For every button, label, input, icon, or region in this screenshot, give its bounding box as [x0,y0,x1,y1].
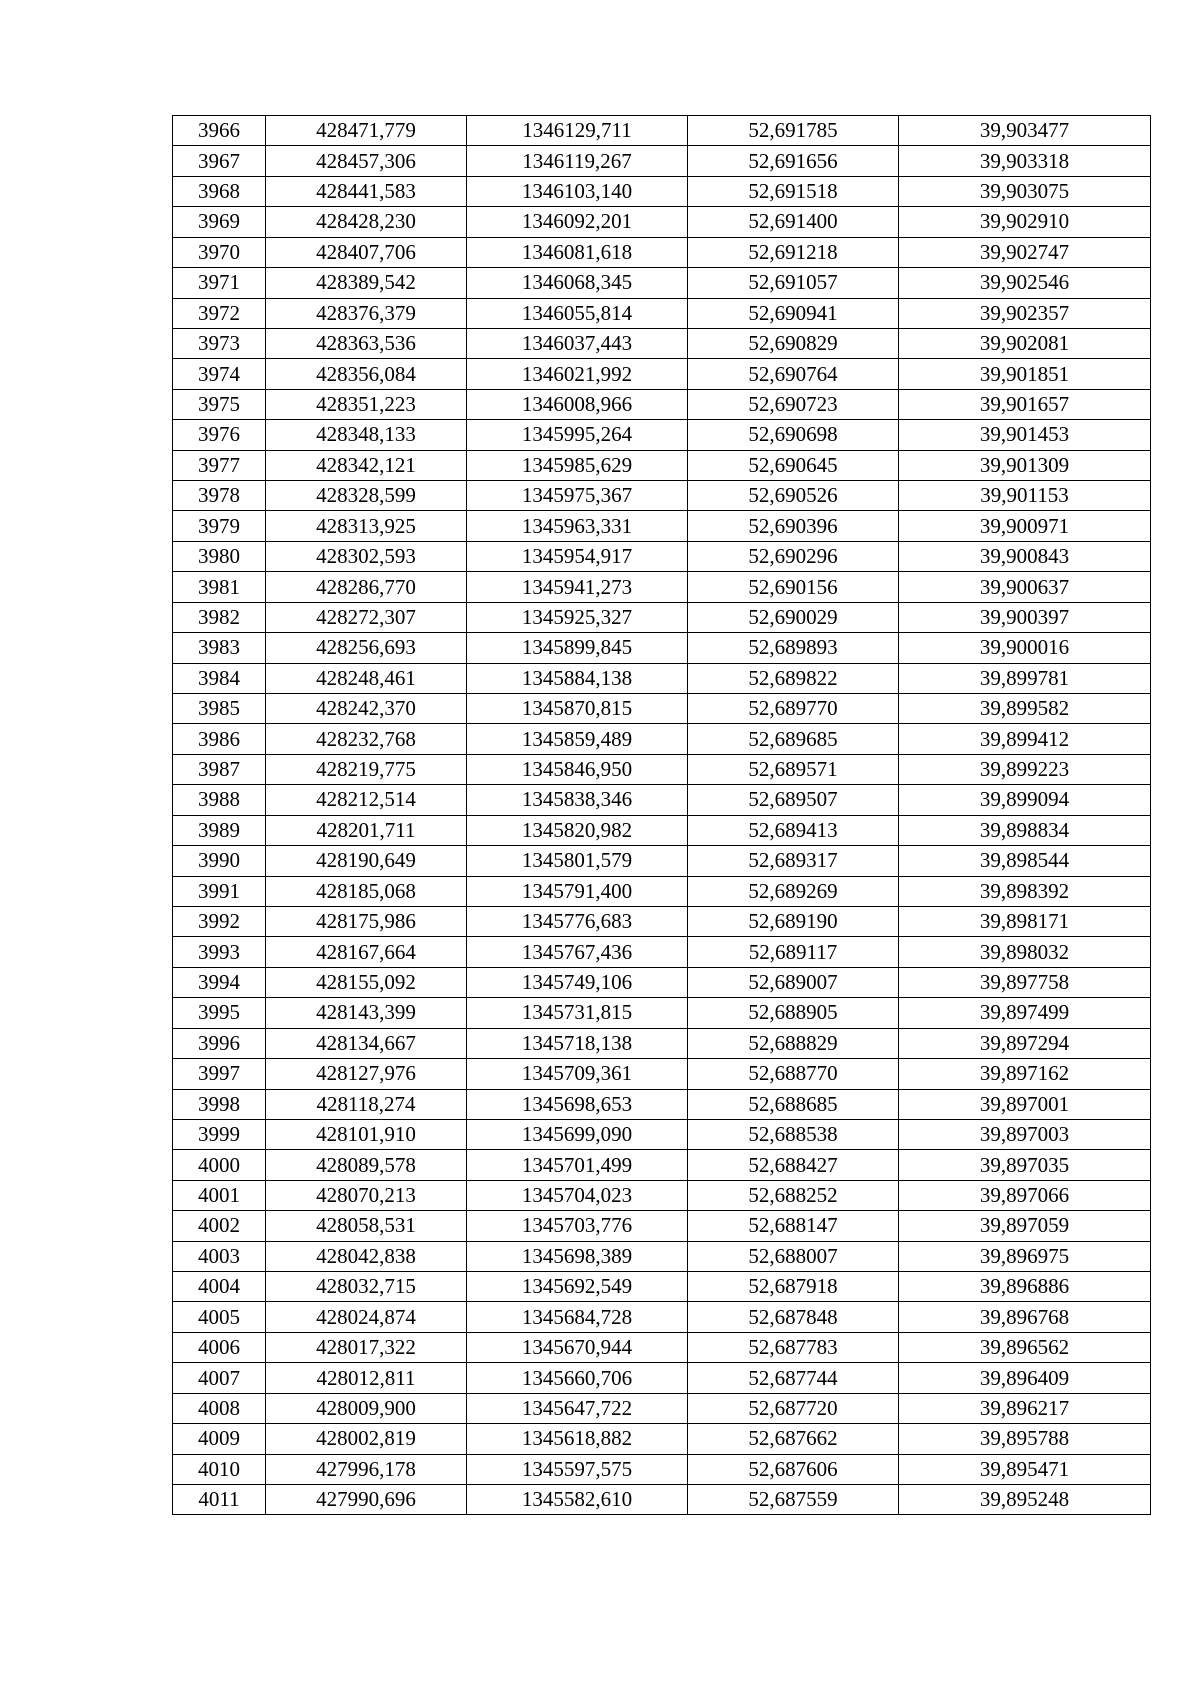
longitude-cell: 39,897758 [899,967,1151,997]
latitude-cell: 52,690029 [688,602,899,632]
latitude-cell: 52,688770 [688,1059,899,1089]
latitude-cell: 52,688147 [688,1211,899,1241]
x-coordinate-cell: 428313,925 [266,511,467,541]
point-number-cell: 3968 [173,176,266,206]
longitude-cell: 39,899781 [899,663,1151,693]
longitude-cell: 39,899223 [899,754,1151,784]
table-row [173,237,1151,267]
latitude-cell: 52,690156 [688,572,899,602]
latitude-cell: 52,689685 [688,724,899,754]
latitude-cell: 52,689190 [688,906,899,936]
table-row [173,1302,1151,1332]
point-number-cell: 3976 [173,420,266,450]
y-coordinate-cell: 1346119,267 [467,146,688,176]
longitude-cell: 39,902747 [899,237,1151,267]
latitude-cell: 52,689770 [688,694,899,724]
longitude-cell: 39,900016 [899,633,1151,663]
point-number-cell: 3982 [173,602,266,632]
table-row [173,328,1151,358]
longitude-cell: 39,895248 [899,1484,1151,1514]
point-number-cell: 3989 [173,815,266,845]
table-row [173,876,1151,906]
x-coordinate-cell: 428143,399 [266,998,467,1028]
longitude-cell: 39,902081 [899,328,1151,358]
y-coordinate-cell: 1345941,273 [467,572,688,602]
longitude-cell: 39,902546 [899,268,1151,298]
table-row [173,176,1151,206]
table-row [173,1393,1151,1423]
x-coordinate-cell: 428471,779 [266,116,467,146]
x-coordinate-cell: 428342,121 [266,450,467,480]
y-coordinate-cell: 1345703,776 [467,1211,688,1241]
longitude-cell: 39,897003 [899,1119,1151,1149]
point-number-cell: 3977 [173,450,266,480]
y-coordinate-cell: 1345767,436 [467,937,688,967]
latitude-cell: 52,690526 [688,481,899,511]
longitude-cell: 39,895471 [899,1454,1151,1484]
point-number-cell: 3975 [173,389,266,419]
x-coordinate-cell: 427990,696 [266,1484,467,1514]
latitude-cell: 52,691057 [688,268,899,298]
y-coordinate-cell: 1345582,610 [467,1484,688,1514]
point-number-cell: 4002 [173,1211,266,1241]
y-coordinate-cell: 1346008,966 [467,389,688,419]
point-number-cell: 4004 [173,1272,266,1302]
y-coordinate-cell: 1346081,618 [467,237,688,267]
latitude-cell: 52,687559 [688,1484,899,1514]
table-row [173,389,1151,419]
point-number-cell: 3966 [173,116,266,146]
y-coordinate-cell: 1345801,579 [467,846,688,876]
longitude-cell: 39,896886 [899,1272,1151,1302]
table-row [173,1484,1151,1514]
x-coordinate-cell: 428070,213 [266,1180,467,1210]
table-row [173,572,1151,602]
point-number-cell: 4011 [173,1484,266,1514]
longitude-cell: 39,896217 [899,1393,1151,1423]
point-number-cell: 3999 [173,1119,266,1149]
x-coordinate-cell: 428356,084 [266,359,467,389]
point-number-cell: 3979 [173,511,266,541]
x-coordinate-cell: 428363,536 [266,328,467,358]
y-coordinate-cell: 1345776,683 [467,906,688,936]
y-coordinate-cell: 1345846,950 [467,754,688,784]
latitude-cell: 52,688427 [688,1150,899,1180]
latitude-cell: 52,690645 [688,450,899,480]
y-coordinate-cell: 1345954,917 [467,541,688,571]
y-coordinate-cell: 1345838,346 [467,785,688,815]
point-number-cell: 3980 [173,541,266,571]
point-number-cell: 3995 [173,998,266,1028]
table-row [173,906,1151,936]
longitude-cell: 39,899412 [899,724,1151,754]
x-coordinate-cell: 428428,230 [266,207,467,237]
table-row [173,1424,1151,1454]
latitude-cell: 52,689117 [688,937,899,967]
y-coordinate-cell: 1345701,499 [467,1150,688,1180]
longitude-cell: 39,898032 [899,937,1151,967]
latitude-cell: 52,690723 [688,389,899,419]
latitude-cell: 52,691518 [688,176,899,206]
point-number-cell: 4005 [173,1302,266,1332]
y-coordinate-cell: 1345647,722 [467,1393,688,1423]
latitude-cell: 52,689317 [688,846,899,876]
y-coordinate-cell: 1345670,944 [467,1332,688,1362]
longitude-cell: 39,901657 [899,389,1151,419]
y-coordinate-cell: 1345749,106 [467,967,688,997]
table-row [173,694,1151,724]
longitude-cell: 39,897294 [899,1028,1151,1058]
table-row [173,1211,1151,1241]
longitude-cell: 39,897162 [899,1059,1151,1089]
table-row [173,815,1151,845]
latitude-cell: 52,689507 [688,785,899,815]
table-row [173,116,1151,146]
latitude-cell: 52,689822 [688,663,899,693]
latitude-cell: 52,688538 [688,1119,899,1149]
point-number-cell: 3981 [173,572,266,602]
longitude-cell: 39,898834 [899,815,1151,845]
y-coordinate-cell: 1345692,549 [467,1272,688,1302]
x-coordinate-cell: 428328,599 [266,481,467,511]
table-row [173,511,1151,541]
x-coordinate-cell: 428389,542 [266,268,467,298]
y-coordinate-cell: 1345709,361 [467,1059,688,1089]
latitude-cell: 52,688252 [688,1180,899,1210]
longitude-cell: 39,896768 [899,1302,1151,1332]
table-row [173,846,1151,876]
table-row [173,1180,1151,1210]
longitude-cell: 39,903075 [899,176,1151,206]
y-coordinate-cell: 1345618,882 [467,1424,688,1454]
table-row [173,602,1151,632]
point-number-cell: 3984 [173,663,266,693]
table-row [173,937,1151,967]
x-coordinate-cell: 428407,706 [266,237,467,267]
latitude-cell: 52,690764 [688,359,899,389]
latitude-cell: 52,690698 [688,420,899,450]
x-coordinate-cell: 428232,768 [266,724,467,754]
point-number-cell: 3973 [173,328,266,358]
table-row [173,1119,1151,1149]
x-coordinate-cell: 428242,370 [266,694,467,724]
x-coordinate-cell: 428286,770 [266,572,467,602]
x-coordinate-cell: 428118,274 [266,1089,467,1119]
latitude-cell: 52,689007 [688,967,899,997]
x-coordinate-cell: 428351,223 [266,389,467,419]
x-coordinate-cell: 428012,811 [266,1363,467,1393]
point-number-cell: 3967 [173,146,266,176]
longitude-cell: 39,897001 [899,1089,1151,1119]
y-coordinate-cell: 1345698,653 [467,1089,688,1119]
longitude-cell: 39,903318 [899,146,1151,176]
point-number-cell: 3992 [173,906,266,936]
latitude-cell: 52,688905 [688,998,899,1028]
point-number-cell: 4010 [173,1454,266,1484]
latitude-cell: 52,687606 [688,1454,899,1484]
point-number-cell: 3990 [173,846,266,876]
x-coordinate-cell: 428302,593 [266,541,467,571]
x-coordinate-cell: 428127,976 [266,1059,467,1089]
y-coordinate-cell: 1345899,845 [467,633,688,663]
table-row [173,1363,1151,1393]
table-row [173,633,1151,663]
longitude-cell: 39,899582 [899,694,1151,724]
latitude-cell: 52,688685 [688,1089,899,1119]
table-row [173,541,1151,571]
latitude-cell: 52,687720 [688,1393,899,1423]
x-coordinate-cell: 428024,874 [266,1302,467,1332]
latitude-cell: 52,690941 [688,298,899,328]
x-coordinate-cell: 428058,531 [266,1211,467,1241]
longitude-cell: 39,902357 [899,298,1151,328]
x-coordinate-cell: 428017,322 [266,1332,467,1362]
x-coordinate-cell: 428272,307 [266,602,467,632]
x-coordinate-cell: 427996,178 [266,1454,467,1484]
latitude-cell: 52,691656 [688,146,899,176]
latitude-cell: 52,689413 [688,815,899,845]
x-coordinate-cell: 428134,667 [266,1028,467,1058]
y-coordinate-cell: 1346055,814 [467,298,688,328]
y-coordinate-cell: 1345995,264 [467,420,688,450]
y-coordinate-cell: 1345870,815 [467,694,688,724]
point-number-cell: 3988 [173,785,266,815]
point-number-cell: 3972 [173,298,266,328]
longitude-cell: 39,901153 [899,481,1151,511]
x-coordinate-cell: 428089,578 [266,1150,467,1180]
point-number-cell: 4009 [173,1424,266,1454]
latitude-cell: 52,689571 [688,754,899,784]
point-number-cell: 4000 [173,1150,266,1180]
x-coordinate-cell: 428201,711 [266,815,467,845]
point-number-cell: 4008 [173,1393,266,1423]
table-row [173,268,1151,298]
point-number-cell: 4001 [173,1180,266,1210]
latitude-cell: 52,691218 [688,237,899,267]
longitude-cell: 39,896975 [899,1241,1151,1271]
table-row [173,1454,1151,1484]
y-coordinate-cell: 1346037,443 [467,328,688,358]
longitude-cell: 39,900397 [899,602,1151,632]
point-number-cell: 4003 [173,1241,266,1271]
table-row [173,1241,1151,1271]
y-coordinate-cell: 1346021,992 [467,359,688,389]
longitude-cell: 39,903477 [899,116,1151,146]
x-coordinate-cell: 428376,379 [266,298,467,328]
y-coordinate-cell: 1345859,489 [467,724,688,754]
y-coordinate-cell: 1346092,201 [467,207,688,237]
point-number-cell: 3987 [173,754,266,784]
point-number-cell: 3993 [173,937,266,967]
longitude-cell: 39,898171 [899,906,1151,936]
latitude-cell: 52,687744 [688,1363,899,1393]
latitude-cell: 52,687662 [688,1424,899,1454]
longitude-cell: 39,899094 [899,785,1151,815]
y-coordinate-cell: 1345975,367 [467,481,688,511]
table-row [173,785,1151,815]
longitude-cell: 39,901453 [899,420,1151,450]
y-coordinate-cell: 1345718,138 [467,1028,688,1058]
y-coordinate-cell: 1345684,728 [467,1302,688,1332]
point-number-cell: 4007 [173,1363,266,1393]
x-coordinate-cell: 428155,092 [266,967,467,997]
x-coordinate-cell: 428042,838 [266,1241,467,1271]
latitude-cell: 52,690296 [688,541,899,571]
longitude-cell: 39,898544 [899,846,1151,876]
point-number-cell: 3986 [173,724,266,754]
x-coordinate-cell: 428348,133 [266,420,467,450]
longitude-cell: 39,897066 [899,1180,1151,1210]
x-coordinate-cell: 428032,715 [266,1272,467,1302]
y-coordinate-cell: 1345660,706 [467,1363,688,1393]
longitude-cell: 39,897059 [899,1211,1151,1241]
point-number-cell: 3996 [173,1028,266,1058]
y-coordinate-cell: 1345698,389 [467,1241,688,1271]
point-number-cell: 4006 [173,1332,266,1362]
longitude-cell: 39,895788 [899,1424,1151,1454]
x-coordinate-cell: 428441,583 [266,176,467,206]
point-number-cell: 3974 [173,359,266,389]
x-coordinate-cell: 428212,514 [266,785,467,815]
latitude-cell: 52,687783 [688,1332,899,1362]
latitude-cell: 52,688829 [688,1028,899,1058]
x-coordinate-cell: 428101,910 [266,1119,467,1149]
point-number-cell: 3978 [173,481,266,511]
longitude-cell: 39,896409 [899,1363,1151,1393]
point-number-cell: 3994 [173,967,266,997]
y-coordinate-cell: 1345731,815 [467,998,688,1028]
x-coordinate-cell: 428167,664 [266,937,467,967]
x-coordinate-cell: 428002,819 [266,1424,467,1454]
latitude-cell: 52,688007 [688,1241,899,1271]
table-row [173,724,1151,754]
y-coordinate-cell: 1345704,023 [467,1180,688,1210]
table-row [173,420,1151,450]
point-number-cell: 3969 [173,207,266,237]
y-coordinate-cell: 1346103,140 [467,176,688,206]
longitude-cell: 39,902910 [899,207,1151,237]
point-number-cell: 3991 [173,876,266,906]
point-number-cell: 3970 [173,237,266,267]
longitude-cell: 39,898392 [899,876,1151,906]
table-row [173,1332,1151,1362]
x-coordinate-cell: 428219,775 [266,754,467,784]
latitude-cell: 52,687848 [688,1302,899,1332]
table-row [173,967,1151,997]
longitude-cell: 39,900971 [899,511,1151,541]
latitude-cell: 52,690396 [688,511,899,541]
x-coordinate-cell: 428175,986 [266,906,467,936]
longitude-cell: 39,896562 [899,1332,1151,1362]
table-row [173,481,1151,511]
point-number-cell: 3998 [173,1089,266,1119]
table-row [173,298,1151,328]
table-row [173,450,1151,480]
point-number-cell: 3971 [173,268,266,298]
coordinates-table [172,115,1151,1515]
y-coordinate-cell: 1346068,345 [467,268,688,298]
table-row [173,1059,1151,1089]
table-row [173,359,1151,389]
table-row [173,1089,1151,1119]
x-coordinate-cell: 428190,649 [266,846,467,876]
point-number-cell: 3997 [173,1059,266,1089]
table-row [173,146,1151,176]
table-row [173,207,1151,237]
y-coordinate-cell: 1345985,629 [467,450,688,480]
y-coordinate-cell: 1345597,575 [467,1454,688,1484]
y-coordinate-cell: 1345699,090 [467,1119,688,1149]
latitude-cell: 52,689269 [688,876,899,906]
latitude-cell: 52,690829 [688,328,899,358]
y-coordinate-cell: 1346129,711 [467,116,688,146]
table-row [173,1028,1151,1058]
latitude-cell: 52,687918 [688,1272,899,1302]
latitude-cell: 52,691785 [688,116,899,146]
table-row [173,998,1151,1028]
longitude-cell: 39,901309 [899,450,1151,480]
longitude-cell: 39,897035 [899,1150,1151,1180]
table-row [173,663,1151,693]
y-coordinate-cell: 1345791,400 [467,876,688,906]
point-number-cell: 3983 [173,633,266,663]
y-coordinate-cell: 1345820,982 [467,815,688,845]
longitude-cell: 39,900843 [899,541,1151,571]
point-number-cell: 3985 [173,694,266,724]
y-coordinate-cell: 1345963,331 [467,511,688,541]
longitude-cell: 39,901851 [899,359,1151,389]
x-coordinate-cell: 428457,306 [266,146,467,176]
x-coordinate-cell: 428256,693 [266,633,467,663]
latitude-cell: 52,689893 [688,633,899,663]
x-coordinate-cell: 428009,900 [266,1393,467,1423]
y-coordinate-cell: 1345925,327 [467,602,688,632]
x-coordinate-cell: 428248,461 [266,663,467,693]
y-coordinate-cell: 1345884,138 [467,663,688,693]
table-row [173,1272,1151,1302]
coordinates-table-body [173,116,1151,1515]
longitude-cell: 39,897499 [899,998,1151,1028]
x-coordinate-cell: 428185,068 [266,876,467,906]
table-row [173,754,1151,784]
latitude-cell: 52,691400 [688,207,899,237]
longitude-cell: 39,900637 [899,572,1151,602]
table-row [173,1150,1151,1180]
